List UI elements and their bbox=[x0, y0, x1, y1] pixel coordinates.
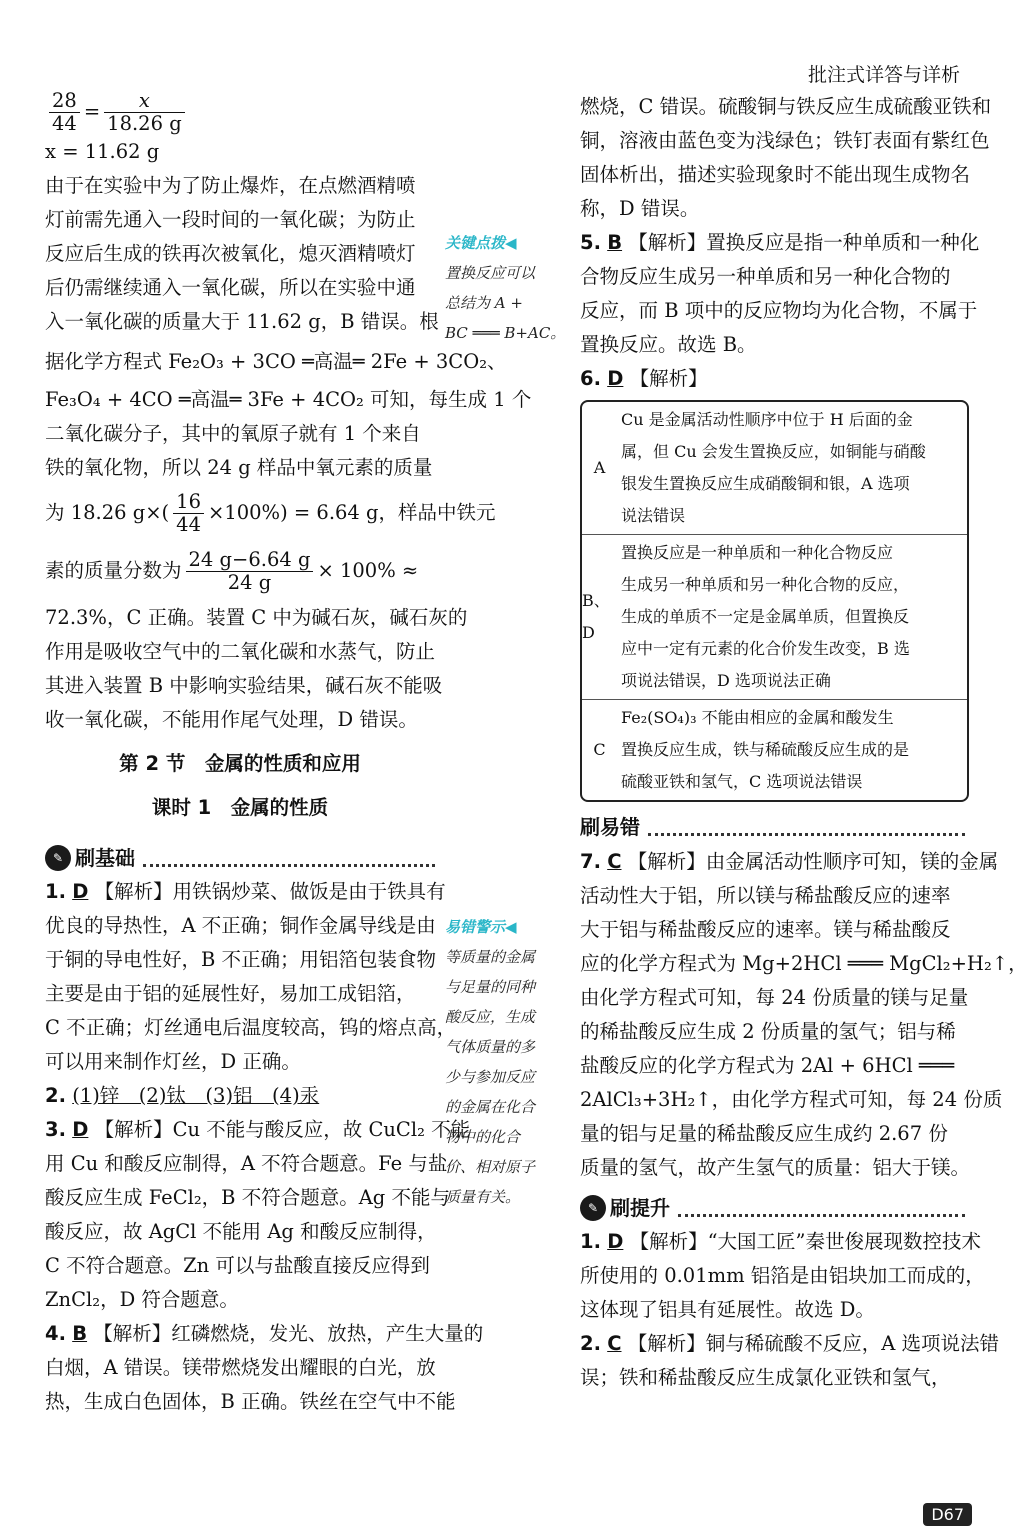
improve-question-2: 2. C 【解析】铜与稀硫酸不反应，A 选项说法错 误；铁和稀盐酸反应生成氯化亚铁和氢气， bbox=[580, 1332, 999, 1389]
right-column bbox=[580, 90, 1028, 1395]
lesson-title: 课时 1 金属的性质 bbox=[151, 796, 329, 819]
question-1: 1. D 【解析】用铁锅炒菜、做饭是由于铁具有 优良的导热性，A 不正确；铜作金属导线是由 于铜的导电性好，B 不正确；用铝箔包装食物 主要是由于铝的延展性好，易加工成铝箔， C 不正确；灯丝通电后温度较高，钨的熔点高， 可以用来制作灯丝，D 正确。 bbox=[45, 880, 457, 1073]
oxygen-mass-line: 为 18.26 g×( $\frac{16}{44}$ ×100%) = 6.64 g，样品中铁元 bbox=[45, 490, 496, 536]
page-number: D67 bbox=[923, 1503, 972, 1526]
page-header: 批注式详答与详析 bbox=[807, 64, 960, 86]
brush-icon: ✎ bbox=[45, 845, 71, 871]
question-2: 2. (1)锌 (2)钛 (3)铝 (4)汞 bbox=[45, 1084, 320, 1107]
text-line: 燃烧，C 错误。硫酸铜与铁反应生成硫酸亚铁和 bbox=[580, 95, 992, 118]
iron-fraction-line: 素的质量分数为 $\frac{24 g-6.64 g}{24 g}$ × 100% ≈ bbox=[45, 548, 419, 594]
text-line: 由于在实验中为了防止爆炸，在点燃酒精喷 bbox=[45, 174, 416, 197]
ratio-equation: $\frac{28}{44}$ = $\frac{x}{18.26 g}$ bbox=[45, 90, 435, 135]
text-line: 作用是吸收空气中的二氧化碳和水蒸气，防止 bbox=[45, 640, 436, 663]
analysis-table bbox=[580, 400, 969, 802]
table-row: A Cu 是金属活动性顺序中位于 H 后面的金 属，但 Cu 会发生置换反应，如铜能与硝酸 银发生置换反应生成硝酸铜和银，A 选项 说法错误 bbox=[582, 402, 967, 535]
text-line: 固体析出，描述实验现象时不能出现生成物名 bbox=[580, 163, 971, 186]
badge-error: 刷易错 bbox=[580, 810, 965, 844]
side-note-key-point: 关键点拨◀ 置换反应可以 总结为 A + BC ═══ B+AC。 bbox=[445, 234, 566, 342]
question-3: 3. D 【解析】Cu 不能与酸反应，故 CuCl₂ 不能 用 Cu 和酸反应制得，A 不符合题意。Fe 与盐 酸反应生成 FeCl₂，B 不符合题意。Ag 不能与 酸反应，故 AgCl 不能用 Ag 和酸反应制得， C 不符合题意。Zn 可以与盐酸直接反应得到 ZnCl₂，D 符合题意。 bbox=[45, 1118, 471, 1311]
x-result: x = 11.62 g bbox=[45, 140, 160, 163]
side-note-error-warning: 易错警示◀ 等质量的金属 与足量的同种 酸反应，生成 气体质量的多 少与参加反应 的金属在化合 物中的化合 价、相对原子 质量有关。 bbox=[445, 918, 536, 1206]
text-line: 其进入装置 B 中影响实验结果，碱石灰不能吸 bbox=[45, 674, 443, 697]
question-7: 7. C 【解析】由金属活动性顺序可知，镁的金属 活动性大于铝，所以镁与稀盐酸反应的速率 大于铝与稀盐酸反应的速率。镁与稀盐酸反 应的化学方程式为 Mg+2HCl ═══ MgCl₂+H₂↑， 由化学方程式可知，每 24 份质量的镁与足量 的稀盐酸反应生成 2 份质量的氢气；铝与稀 盐酸反应的化学方程式为 2Al + 6HCl ═══ 2AlCl₃+3H₂↑，由化学方程式可知，每 24 份质 量的铝与足量的稀盐酸反应生成约 2.67 份 质量的氢气，故产生氢气的质量：铝大于镁。 bbox=[580, 850, 1028, 1179]
question-6: 6. D 【解析】 bbox=[580, 367, 708, 390]
text-line: 收一氧化碳，不能用作尾气处理，D 错误。 bbox=[45, 708, 418, 731]
badge-basic: ✎ 刷基础 bbox=[45, 841, 435, 875]
question-5: 5. B 【解析】置换反应是指一种单质和一种化 合物反应生成另一种单质和另一种化合物的 反应，而 B 项中的反应物均为化合物，不属于 置换反应。故选 B。 bbox=[580, 231, 980, 356]
text-line: 灯前需先通入一段时间的一氧化碳；为防止 bbox=[45, 208, 416, 231]
chemical-equation: Fe₃O₄ + 4CO ═高温═ 3Fe + 4CO₂ 可知，每生成 1 个 bbox=[45, 388, 532, 411]
table-row: B、D 置换反应是一种单质和一种化合物反应 生成另一种单质和另一种化合物的反应， 生成的单质不一定是金属单质，但置换反 应中一定有元素的化合价发生改变，B 选 项说法错误，D 选项说法正确 bbox=[582, 535, 967, 700]
question-4: 4. B 【解析】红磷燃烧，发光、放热，产生大量的 白烟，A 错误。镁带燃烧发出耀眼的白光，放 热，生成白色固体，B 正确。铁丝在空气中不能 bbox=[45, 1322, 484, 1413]
text-line: 铜，溶液由蓝色变为浅绿色；铁钉表面有紫红色 bbox=[580, 129, 990, 152]
text-line: 二氧化碳分子，其中的氧原子就有 1 个来自 bbox=[45, 422, 421, 445]
text-line: 反应后生成的铁再次被氧化，熄灭酒精喷灯 bbox=[45, 242, 416, 265]
brush-icon: ✎ bbox=[580, 1195, 606, 1221]
badge-improve: ✎ 刷提升 bbox=[580, 1191, 965, 1225]
text-line: 铁的氧化物，所以 24 g 样品中氧元素的质量 bbox=[45, 456, 433, 479]
text-line: 72.3%，C 正确。装置 C 中为碱石灰，碱石灰的 bbox=[45, 606, 468, 629]
text-line: 后仍需继续通入一氧化碳，所以在实验中通 bbox=[45, 276, 416, 299]
table-row: C Fe₂(SO₄)₃ 不能由相应的金属和酸发生 置换反应生成，铁与稀硫酸反应生成的是 硫酸亚铁和氢气，C 选项说法错误 bbox=[593, 708, 910, 791]
text-line: 入一氧化碳的质量大于 11.62 g，B 错误。根 bbox=[45, 310, 439, 333]
chemical-equation: 据化学方程式 Fe₂O₃ + 3CO ═高温═ 2Fe + 3CO₂、 bbox=[45, 350, 507, 373]
improve-question-1: 1. D 【解析】“大国工匠”秦世俊展现数控技术 所使用的 0.01mm 铝箔是由铝块加工而成的， 这体现了铝具有延展性。故选 D。 bbox=[580, 1230, 985, 1321]
section-title: 第 2 节 金属的性质和应用 bbox=[119, 752, 361, 775]
text-line: 称，D 错误。 bbox=[580, 197, 700, 220]
